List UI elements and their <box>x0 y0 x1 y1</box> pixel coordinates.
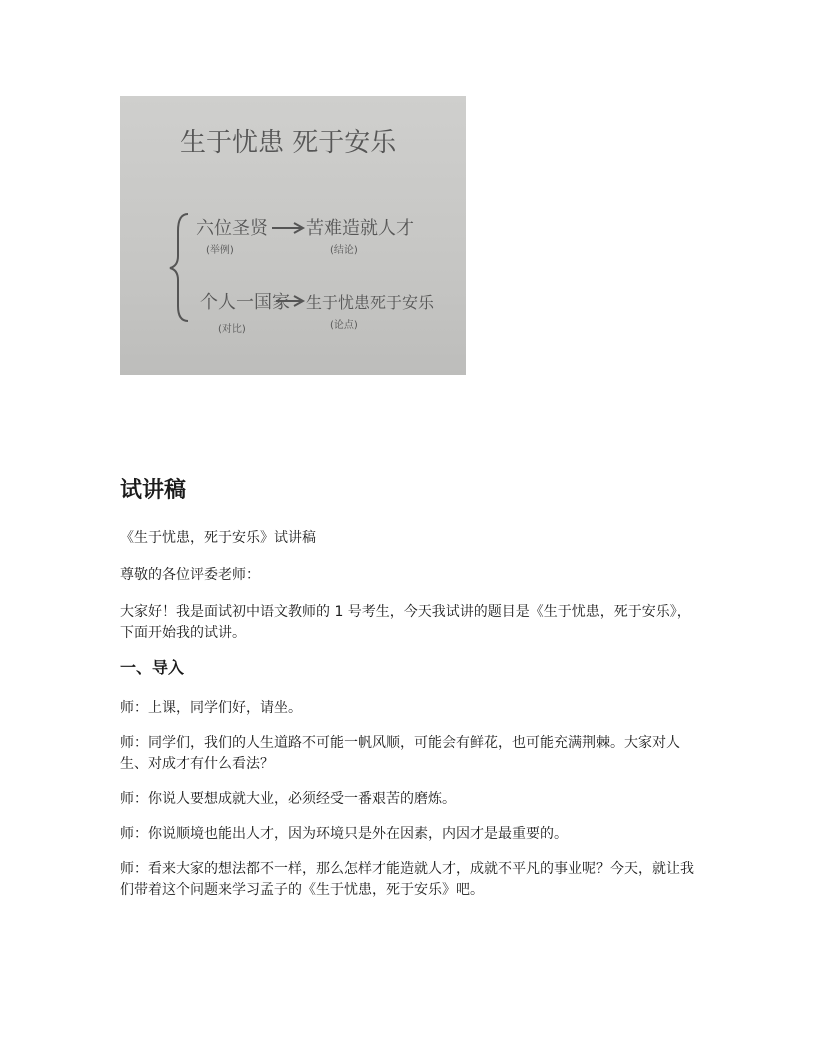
dialogue-line: 师：同学们，我们的人生道路不可能一帆风顺，可能会有鲜花，也可能充满荆棘。大家对人生、对成才有什么看法？ <box>120 735 680 772</box>
row1-right: 苦难造就人才 <box>306 218 414 239</box>
row1-arrow <box>272 223 303 233</box>
document-heading: 试讲稿 <box>120 478 187 503</box>
row1-right-note: (结论) <box>330 245 358 256</box>
row1-left-note: (举例) <box>206 245 234 256</box>
row2-right: 生于忧患死于安乐 <box>306 293 435 312</box>
row2-right-note: (论点) <box>330 320 358 331</box>
handwritten-board-photo <box>120 96 466 375</box>
row1-left: 六位圣贤 <box>196 218 268 239</box>
row2-left: 个人一国家 <box>200 292 290 313</box>
board-title: 生于忧患 死于安乐 <box>180 128 397 158</box>
document-body <box>120 476 700 901</box>
dialogue-line: 师：你说人要想成就大业，必须经受一番艰苦的磨炼。 <box>120 791 456 807</box>
document-subtitle: 《生于忧患，死于安乐》试讲稿 <box>120 530 316 546</box>
dialogue-line: 师：你说顺境也能出人才，因为环境只是外在因素，内因才是最重要的。 <box>120 826 568 842</box>
board-sketch <box>120 96 466 375</box>
section-heading-intro: 一、导入 <box>120 658 185 677</box>
brace-shape <box>170 214 188 321</box>
intro-paragraph: 大家好！我是面试初中语文教师的 1 号考生，今天我试讲的题目是《生于忧患，死于安乐》，下面开始我的试讲。 <box>120 604 691 641</box>
dialogue-line: 师：看来大家的想法都不一样，那么怎样才能造就人才，成就不平凡的事业呢？今天，就让我们带着这个问题来学习孟子的《生于忧患，死于安乐》吧。 <box>120 861 694 898</box>
dialogue-line: 师：上课，同学们好，请坐。 <box>120 700 302 716</box>
salutation: 尊敬的各位评委老师： <box>120 567 260 583</box>
row2-left-note: (对比) <box>218 324 246 335</box>
